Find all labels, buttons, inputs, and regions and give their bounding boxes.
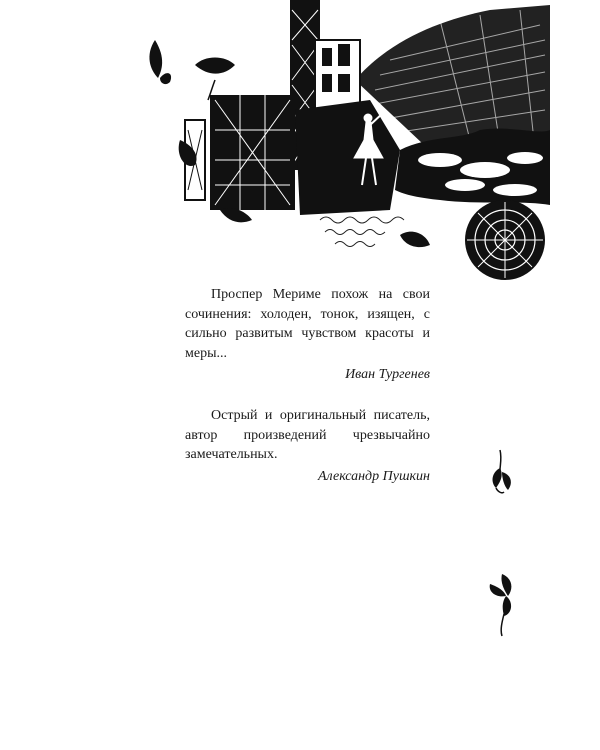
quote-author: Александр Пушкин <box>318 468 430 484</box>
quote-author: Иван Тургенев <box>345 367 430 382</box>
city-dancer-illustration <box>140 0 560 290</box>
flower-icon <box>488 448 518 498</box>
quote-pushkin <box>185 406 430 486</box>
quote-turgenev <box>185 285 430 385</box>
quote-text: Проспер Мериме похож на свои сочинения: холоден, тонок, изящен, с сильно развитым чувством красоты и меры... <box>185 287 430 361</box>
quote-text: Острый и оригинальный писатель, автор произведений чрезвычайно замечательных. <box>185 408 430 462</box>
flower-icon <box>484 570 520 638</box>
